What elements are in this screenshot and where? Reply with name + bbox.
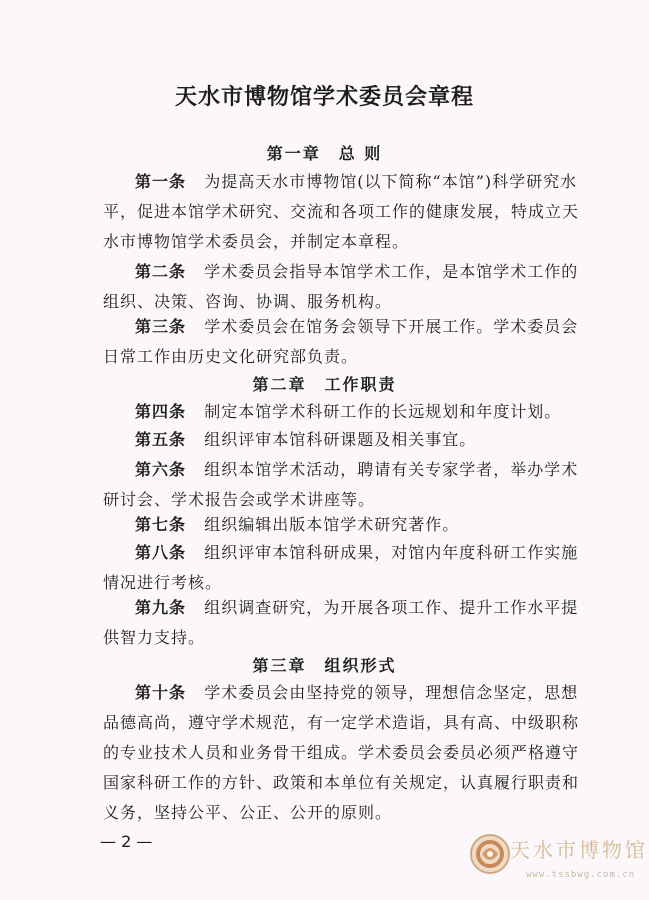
chapter-heading: 第三章 组织形式 bbox=[252, 656, 397, 675]
page-number: — 2 — bbox=[100, 832, 153, 851]
article-label: 第十条 bbox=[135, 683, 187, 702]
watermark bbox=[468, 832, 648, 892]
article bbox=[103, 257, 583, 317]
article bbox=[103, 510, 583, 540]
article-text: 组织编辑出版本馆学术研究著作。 bbox=[204, 515, 460, 534]
article-label: 第三条 bbox=[135, 317, 187, 336]
watermark-name: 天水市博物馆 bbox=[510, 838, 648, 862]
article bbox=[103, 425, 583, 455]
article bbox=[103, 593, 583, 653]
article-text: 制定本馆学术科研工作的长远规划和年度计划。 bbox=[204, 402, 562, 421]
article-label: 第六条 bbox=[135, 460, 187, 479]
article-label: 第九条 bbox=[135, 598, 187, 617]
chapter-heading: 第二章 工作职责 bbox=[252, 375, 397, 394]
article-text: 组织本馆学术活动，聘请有关专家学者，举办学术研讨会、学术报告会或学术讲座等。 bbox=[103, 460, 579, 509]
article-label: 第八条 bbox=[135, 543, 187, 562]
museum-seal-icon bbox=[468, 832, 512, 876]
article-text: 学术委员会由坚持党的领导，理想信念坚定，思想品德高尚，遵守学术规范，有一定学术造诣，具有高、中级职称的专业技术人员和业务骨干组成。学术委员会委员必须严格遵守国家科研工作的方针、政策和本单位有关规定，认真履行职责和义务，坚持公平、公正、公开的原则。 bbox=[103, 683, 580, 822]
article-text: 组织评审本馆科研课题及相关事宜。 bbox=[204, 430, 477, 449]
article-label: 第四条 bbox=[135, 402, 187, 421]
article-text: 组织调查研究，为开展各项工作、提升工作水平提供智力支持。 bbox=[103, 598, 579, 647]
document-title: 天水市博物馆学术委员会章程 bbox=[174, 84, 474, 110]
article-label: 第一条 bbox=[135, 172, 187, 191]
article-text: 学术委员会在馆务会领导下开展工作。学术委员会日常工作由历史文化研究部负责。 bbox=[103, 317, 579, 366]
article bbox=[103, 167, 583, 257]
chapter-heading: 第一章 总 则 bbox=[266, 144, 383, 163]
article bbox=[103, 397, 583, 427]
article-label: 第二条 bbox=[135, 262, 187, 281]
article-label: 第七条 bbox=[135, 515, 187, 534]
article bbox=[103, 538, 583, 598]
article-text: 学术委员会指导本馆学术工作，是本馆学术工作的组织、决策、咨询、协调、服务机构。 bbox=[103, 262, 579, 311]
article bbox=[103, 312, 583, 372]
article bbox=[103, 455, 583, 515]
article bbox=[103, 678, 583, 828]
watermark-url: www.tssbwg.com.cn bbox=[526, 870, 636, 880]
article-text: 为提高天水市博物馆(以下简称“本馆”)科学研究水平，促进本馆学术研究、交流和各项工作的健康发展，特成立天水市博物馆学术委员会，并制定本章程。 bbox=[103, 172, 580, 251]
article-label: 第五条 bbox=[135, 430, 187, 449]
article-text: 组织评审本馆科研成果，对馆内年度科研工作实施情况进行考核。 bbox=[103, 543, 579, 592]
